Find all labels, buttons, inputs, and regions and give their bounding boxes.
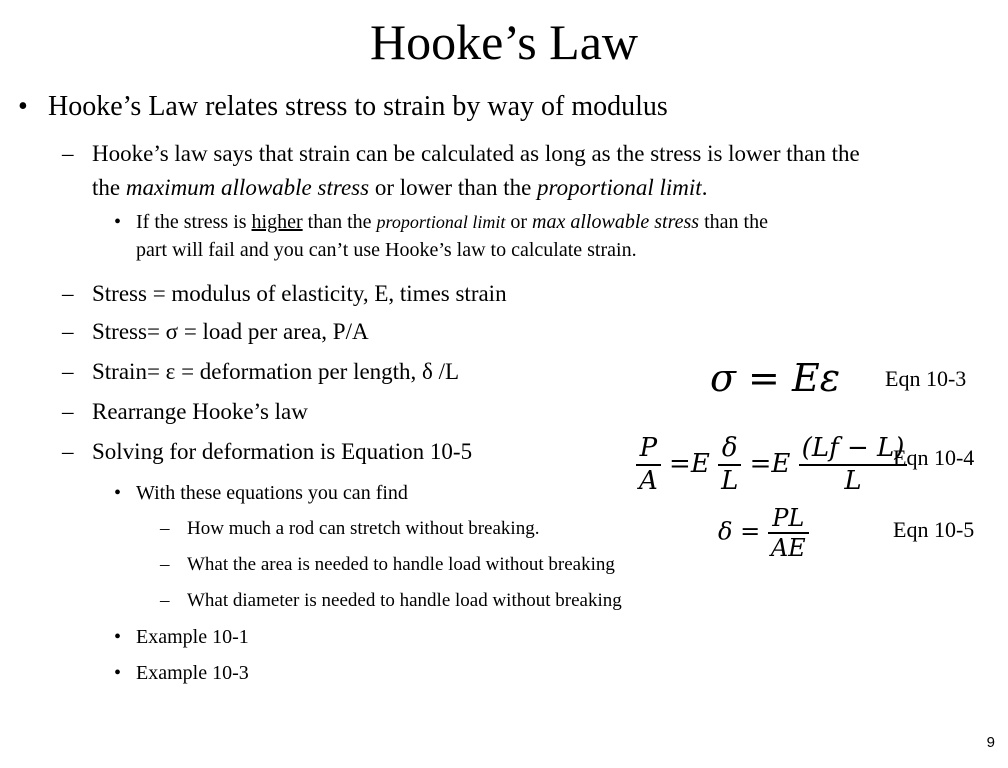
eq4-e2: E — [771, 449, 791, 479]
eqn-10-3-label: Eqn 10-3 — [885, 366, 967, 391]
dash-icon: – — [62, 141, 74, 166]
example-2-text: Example 10-3 — [136, 662, 249, 684]
fail-max: max allowable stress — [532, 211, 700, 233]
eq5-num: PL — [772, 504, 805, 532]
fail-than: than the — [307, 211, 372, 233]
dash-icon: – — [160, 518, 170, 539]
limit-the: the — [92, 175, 126, 200]
eq5-lhs: δ — [718, 517, 733, 546]
eq4-fraction-lf — [799, 433, 908, 497]
eq4-f2-den: L — [718, 464, 741, 497]
eq4-f3-den: L — [799, 464, 908, 497]
eq5-equals: = — [740, 517, 761, 546]
bullet-icon: • — [114, 482, 122, 504]
page-number: 9 — [986, 734, 995, 751]
failure-text — [136, 208, 768, 264]
find-item-3-text: What diameter is needed to handle load without breaking — [187, 590, 622, 611]
solving-text: Solving for deformation is Equation 10-5 — [92, 439, 473, 464]
bullet-icon: • — [114, 211, 122, 233]
eq4-fraction-p-a — [636, 433, 661, 497]
eq5-den: AE — [768, 532, 809, 562]
eq4-fraction-delta-l — [718, 433, 741, 497]
limit-line-2 — [92, 171, 860, 205]
eq5-fraction — [768, 504, 809, 562]
main-bullet-text: Hooke’s Law relates stress to strain by way of modulus — [48, 91, 668, 122]
failure-line-2: part will fail and you can’t use Hooke’s law to calculate strain. — [136, 239, 637, 261]
limit-text — [92, 137, 860, 205]
eq4-f1-num: P — [639, 433, 658, 463]
eq3-rhs: Eε — [791, 356, 841, 400]
fail-prop: proportional limit — [376, 212, 506, 232]
dash-icon: – — [160, 590, 170, 611]
limit-or: or lower than the — [374, 175, 532, 200]
dash-icon: – — [62, 281, 74, 306]
eq4-f1-den: A — [636, 464, 661, 497]
example-1-text: Example 10-1 — [136, 626, 249, 648]
find-intro-text: With these equations you can find — [136, 482, 408, 504]
equation-10-4 — [636, 433, 907, 497]
eq4-equals-1: = — [669, 449, 691, 479]
fail-or: or — [510, 211, 528, 233]
eq4-f2-num: δ — [721, 433, 738, 463]
rearrange-text: Rearrange Hooke’s law — [92, 399, 308, 424]
limit-end: . — [701, 175, 708, 200]
bullet-icon: • — [18, 91, 28, 122]
fail-higher: higher — [251, 211, 303, 233]
dash-icon: – — [62, 359, 74, 384]
limit-line-1: Hooke’s law says that strain can be calculated as long as the stress is lower than the — [92, 141, 860, 166]
limit-max-stress: maximum allowable stress — [125, 175, 370, 200]
dash-icon: – — [160, 554, 170, 575]
bullet-icon: • — [114, 626, 122, 648]
eq4-f3-num: (Lf − L) — [801, 433, 905, 463]
find-item-2-text: What the area is needed to handle load without breaking — [187, 554, 615, 575]
dash-icon: – — [62, 439, 74, 464]
failure-line-1 — [136, 208, 768, 236]
fail-than2: than the — [704, 211, 768, 233]
eqn-10-4-label: Eqn 10-4 — [893, 445, 975, 470]
eq4-e1: E — [690, 449, 710, 479]
equation-10-5 — [718, 504, 809, 562]
dash-icon: – — [62, 319, 74, 344]
fail-if: If the stress is — [136, 211, 247, 233]
dash-icon: – — [62, 399, 74, 424]
find-item-1-text: How much a rod can stretch without breaking. — [187, 518, 540, 539]
eqn-10-5-label: Eqn 10-5 — [893, 517, 975, 542]
bullet-icon: • — [114, 662, 122, 684]
stress-def-text: Stress= σ = load per area, P/A — [92, 319, 369, 344]
stress-e-text: Stress = modulus of elasticity, E, times strain — [92, 281, 507, 306]
eq4-equals-2: = — [749, 449, 772, 479]
slide-title: Hooke’s Law — [370, 14, 638, 70]
eq3-equals: = — [748, 356, 780, 400]
strain-def-text: Strain= ε = deformation per length, δ /L — [92, 359, 460, 384]
limit-proportional: proportional limit — [537, 175, 702, 200]
equation-10-3 — [710, 356, 840, 400]
eq3-lhs: σ — [710, 356, 736, 400]
